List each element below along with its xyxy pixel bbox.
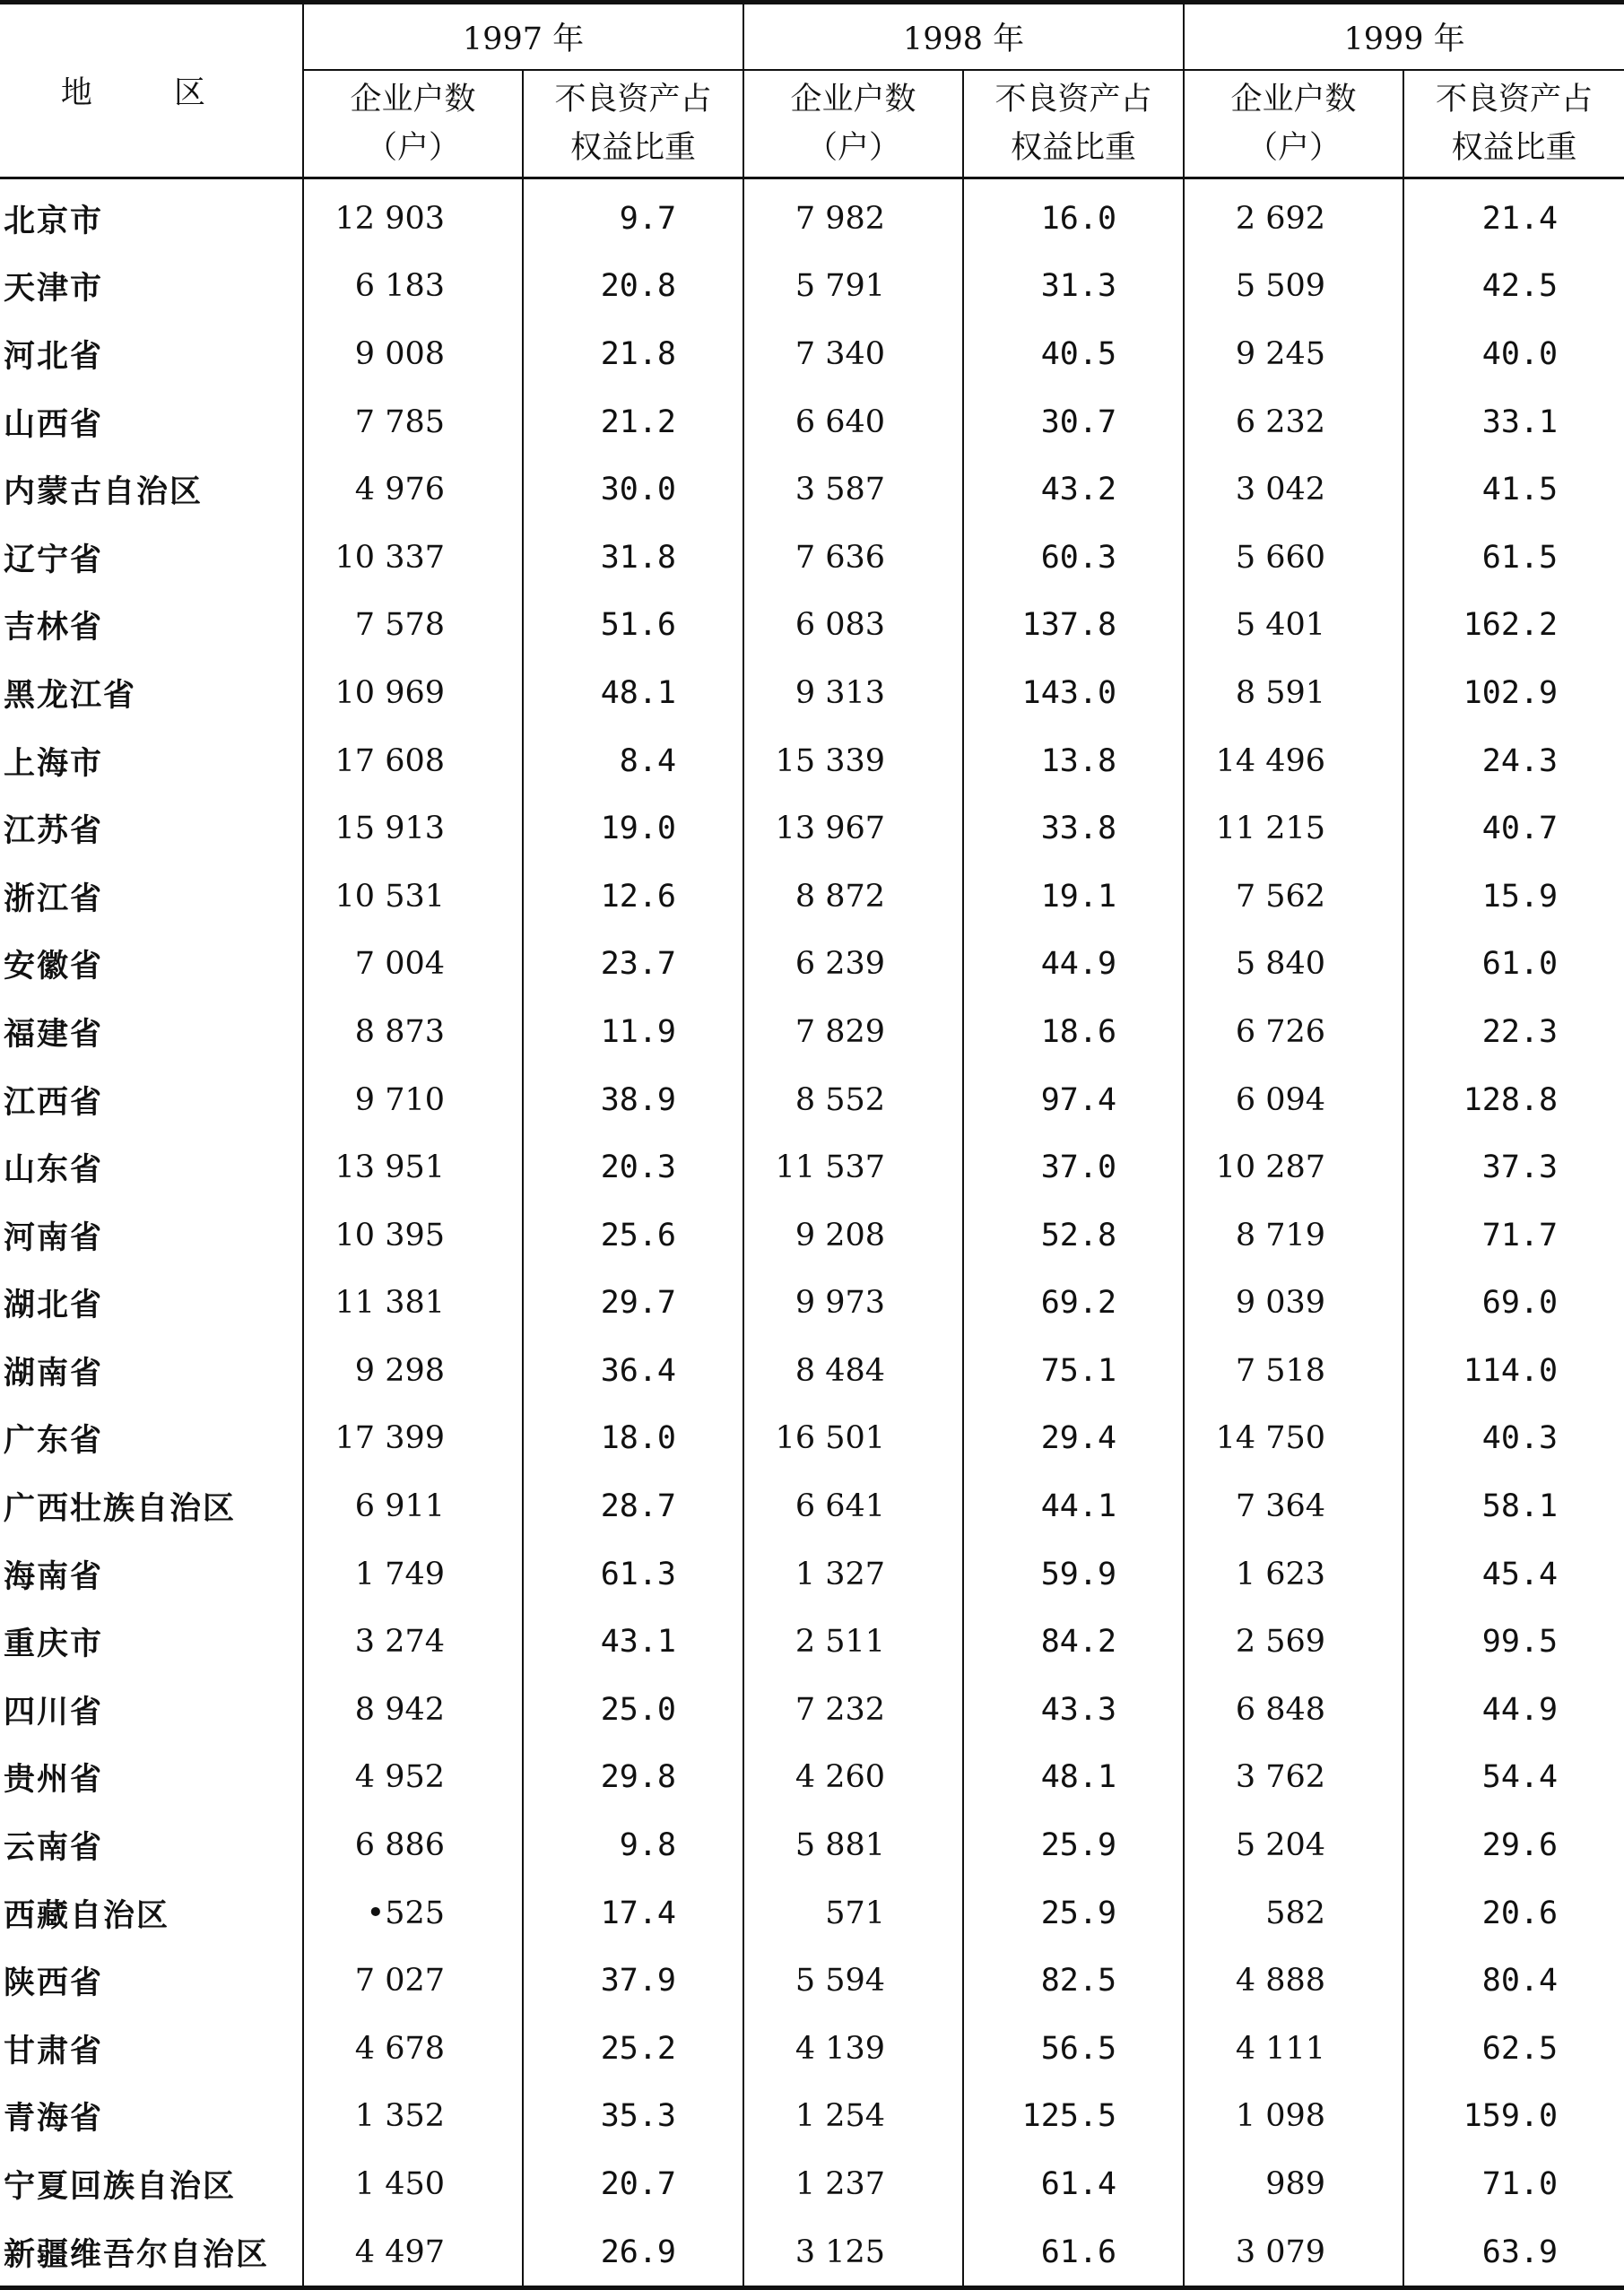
ratio-header-line1: 不良资产占 <box>994 82 1152 117</box>
bad-asset-ratio-1998-cell: 44.1 <box>963 1472 1184 1540</box>
count-column-header <box>303 70 523 178</box>
bad-asset-ratio-1998-cell: 97.4 <box>963 1066 1184 1134</box>
bad-asset-ratio-1997-cell: 9.7 <box>523 178 743 253</box>
enterprise-count-1998-cell: 7 232 <box>743 1676 963 1744</box>
enterprise-count-1997-cell: 17 608 <box>303 727 523 795</box>
region-name-cell: 宁夏回族自治区 <box>4 2169 237 2206</box>
bad-asset-ratio-1997-cell: 29.7 <box>523 1270 743 1338</box>
enterprise-count-1997-cell: 10 969 <box>303 659 523 727</box>
enterprise-count-1997-cell: 15 913 <box>303 794 523 863</box>
bad-asset-ratio-1998-cell: 25.9 <box>963 1811 1184 1879</box>
bad-asset-ratio-1999-cell: 62.5 <box>1403 2015 1624 2083</box>
region-name-cell: 浙江省 <box>4 880 104 917</box>
enterprise-count-1999-cell: 5 660 <box>1184 524 1403 592</box>
bad-asset-ratio-1997-cell: 48.1 <box>523 659 743 727</box>
bad-asset-ratio-1999-cell: 44.9 <box>1403 1676 1624 1744</box>
region-name-cell: 新疆维吾尔自治区 <box>0 2218 303 2288</box>
bad-asset-ratio-1999-cell: 80.4 <box>1403 1947 1624 2015</box>
enterprise-count-1998-cell: 5 791 <box>743 253 963 321</box>
enterprise-count-1998-cell: 16 501 <box>743 1405 963 1473</box>
enterprise-count-1998-cell: 15 339 <box>743 727 963 795</box>
enterprise-count-1998-cell: 5 881 <box>743 1811 963 1879</box>
table-row <box>0 2218 1624 2288</box>
bad-asset-ratio-1999-cell: 63.9 <box>1403 2218 1624 2288</box>
ratio-header-line2: 权益比重 <box>570 130 697 166</box>
region-name-cell: 江苏省 <box>4 813 104 850</box>
bad-asset-ratio-1997-cell: 38.9 <box>523 1066 743 1134</box>
bad-asset-ratio-1999-cell: 61.5 <box>1403 524 1624 592</box>
bad-asset-ratio-1998-cell: 61.6 <box>963 2218 1184 2288</box>
enterprise-count-1999-cell: 1 098 <box>1184 2083 1403 2151</box>
bad-asset-ratio-1998-cell: 44.9 <box>963 931 1184 999</box>
enterprise-count-1999-cell: 2 692 <box>1184 178 1403 253</box>
enterprise-count-1998-cell: 3 125 <box>743 2218 963 2288</box>
enterprise-count-1999-cell: 989 <box>1184 2150 1403 2218</box>
enterprise-count-1998-cell: 6 640 <box>743 388 963 456</box>
region-name-cell: 上海市 <box>4 745 104 782</box>
count-header-line1: 企业户数 <box>790 82 916 117</box>
header-row-years <box>0 3 1624 71</box>
bad-asset-ratio-1998-cell: 75.1 <box>963 1337 1184 1405</box>
table-row <box>0 1405 1624 1473</box>
enterprise-count-1997-cell: 4 952 <box>303 1744 523 1812</box>
enterprise-count-1997-cell: 7 785 <box>303 388 523 456</box>
table-row <box>0 1337 1624 1405</box>
bad-asset-ratio-1997-cell: 21.2 <box>523 388 743 456</box>
enterprise-count-1999-cell: 9 245 <box>1184 320 1403 388</box>
bad-asset-ratio-1997-cell: 36.4 <box>523 1337 743 1405</box>
enterprise-count-1999-cell: 3 042 <box>1184 455 1403 524</box>
enterprise-count-1997-cell: 10 531 <box>303 863 523 931</box>
bad-asset-ratio-1997-cell: 20.3 <box>523 1133 743 1201</box>
enterprise-count-1999-cell: 5 840 <box>1184 931 1403 999</box>
enterprise-count-1997-cell: 3 274 <box>303 1608 523 1676</box>
enterprise-count-1999-cell: 14 496 <box>1184 727 1403 795</box>
table-row <box>0 1879 1624 1947</box>
bad-asset-ratio-1997-cell: 51.6 <box>523 592 743 660</box>
bad-asset-ratio-1998-cell: 69.2 <box>963 1270 1184 1338</box>
bad-asset-ratio-1997-cell: 25.0 <box>523 1676 743 1744</box>
bad-asset-ratio-1998-cell: 59.9 <box>963 1540 1184 1609</box>
enterprise-count-1998-cell: 1 237 <box>743 2150 963 2218</box>
bad-asset-ratio-1998-cell: 33.8 <box>963 794 1184 863</box>
bad-asset-ratio-1997-cell: 25.6 <box>523 1201 743 1270</box>
bad-asset-ratio-1999-cell: 24.3 <box>1403 727 1624 795</box>
enterprise-count-1999-cell: 6 726 <box>1184 998 1403 1066</box>
enterprise-count-1998-cell: 13 967 <box>743 794 963 863</box>
bad-asset-ratio-1997-cell: 12.6 <box>523 863 743 931</box>
bad-asset-ratio-1999-cell: 69.0 <box>1403 1270 1624 1338</box>
region-name-cell: 河南省 <box>4 1219 104 1256</box>
bad-asset-ratio-1998-cell: 18.6 <box>963 998 1184 1066</box>
table-body <box>0 178 1624 2288</box>
enterprise-count-1998-cell: 7 829 <box>743 998 963 1066</box>
bad-asset-ratio-1998-cell: 48.1 <box>963 1744 1184 1812</box>
bad-asset-ratio-1998-cell: 43.2 <box>963 455 1184 524</box>
region-name-cell: 湖北省 <box>4 1288 104 1324</box>
enterprise-count-1999-cell: 3 762 <box>1184 1744 1403 1812</box>
enterprise-count-1997-cell: 4 678 <box>303 2015 523 2083</box>
enterprise-count-1999-cell: 4 888 <box>1184 1947 1403 2015</box>
bad-asset-ratio-1997-cell: 18.0 <box>523 1405 743 1473</box>
region-name-cell: 西藏自治区 <box>4 1897 170 1934</box>
bad-asset-ratio-1997-cell: 20.8 <box>523 253 743 321</box>
enterprise-count-1997-cell: •525 <box>303 1879 523 1947</box>
ratio-column-header <box>1403 70 1624 178</box>
enterprise-count-1997-cell: 7 578 <box>303 592 523 660</box>
enterprise-count-1999-cell: 3 079 <box>1184 2218 1403 2288</box>
region-name-cell: 四川省 <box>4 1694 104 1731</box>
bad-asset-ratio-1997-cell: 29.8 <box>523 1744 743 1812</box>
region-name-cell: 广西壮族自治区 <box>4 1491 237 1528</box>
enterprise-count-1997-cell: 6 911 <box>303 1472 523 1540</box>
table-row <box>0 1066 1624 1134</box>
enterprise-count-1999-cell: 9 039 <box>1184 1270 1403 1338</box>
table-row <box>0 1540 1624 1609</box>
enterprise-count-1999-cell: 5 509 <box>1184 253 1403 321</box>
enterprise-count-1998-cell: 11 537 <box>743 1133 963 1201</box>
bad-asset-ratio-1999-cell: 71.7 <box>1403 1201 1624 1270</box>
region-name-cell: 海南省 <box>4 1558 104 1595</box>
bad-asset-ratio-1998-cell: 43.3 <box>963 1676 1184 1744</box>
region-name-cell: 吉林省 <box>4 610 104 646</box>
bad-asset-ratio-1997-cell: 25.2 <box>523 2015 743 2083</box>
bad-asset-ratio-1997-cell: 28.7 <box>523 1472 743 1540</box>
enterprise-count-1998-cell: 4 260 <box>743 1744 963 1812</box>
year-header-1999: 1999 年 <box>1184 3 1624 71</box>
table-row <box>0 1676 1624 1744</box>
enterprise-count-1997-cell: 6 886 <box>303 1811 523 1879</box>
bad-asset-ratio-1997-cell: 23.7 <box>523 931 743 999</box>
enterprise-count-1997-cell: 1 749 <box>303 1540 523 1609</box>
enterprise-count-1998-cell: 1 327 <box>743 1540 963 1609</box>
enterprise-count-1998-cell: 1 254 <box>743 2083 963 2151</box>
table-row <box>0 2015 1624 2083</box>
ratio-header-line1: 不良资产占 <box>1436 82 1594 117</box>
enterprise-count-1999-cell: 8 719 <box>1184 1201 1403 1270</box>
bad-asset-ratio-1999-cell: 15.9 <box>1403 863 1624 931</box>
enterprise-count-1999-cell: 14 750 <box>1184 1405 1403 1473</box>
enterprise-count-1999-cell: 6 848 <box>1184 1676 1403 1744</box>
region-name-cell: 广东省 <box>4 1423 104 1460</box>
region-name-cell: 内蒙古自治区 <box>4 474 204 511</box>
enterprise-count-1997-cell: 10 337 <box>303 524 523 592</box>
bad-asset-ratio-1999-cell: 61.0 <box>1403 931 1624 999</box>
bad-asset-ratio-1999-cell: 162.2 <box>1403 592 1624 660</box>
bad-asset-ratio-1999-cell: 114.0 <box>1403 1337 1624 1405</box>
bad-asset-ratio-1999-cell: 41.5 <box>1403 455 1624 524</box>
enterprise-count-1997-cell: 4 976 <box>303 455 523 524</box>
region-name-cell: 湖南省 <box>4 1355 104 1392</box>
bad-asset-ratio-1999-cell: 102.9 <box>1403 659 1624 727</box>
region-name-cell: 福建省 <box>4 1016 104 1053</box>
bad-asset-ratio-1998-cell: 19.1 <box>963 863 1184 931</box>
enterprise-count-1998-cell: 7 982 <box>743 178 963 253</box>
table-row <box>0 592 1624 660</box>
enterprise-count-1999-cell: 11 215 <box>1184 794 1403 863</box>
table-row <box>0 1947 1624 2015</box>
bad-asset-ratio-1999-cell: 54.4 <box>1403 1744 1624 1812</box>
count-header-line1: 企业户数 <box>1230 82 1357 117</box>
enterprise-count-1998-cell: 9 973 <box>743 1270 963 1338</box>
bad-asset-ratio-1999-cell: 99.5 <box>1403 1608 1624 1676</box>
bad-asset-ratio-1997-cell: 43.1 <box>523 1608 743 1676</box>
enterprise-count-1997-cell: 7 004 <box>303 931 523 999</box>
enterprise-count-1999-cell: 6 232 <box>1184 388 1403 456</box>
count-column-header <box>743 70 963 178</box>
bad-asset-ratio-1999-cell: 159.0 <box>1403 2083 1624 2151</box>
region-name-cell: 重庆市 <box>4 1626 104 1663</box>
bad-asset-ratio-1998-cell: 29.4 <box>963 1405 1184 1473</box>
count-header-line1: 企业户数 <box>350 82 476 117</box>
table-header <box>0 3 1624 178</box>
region-name-cell: 河北省 <box>4 338 104 375</box>
table-row <box>0 2150 1624 2218</box>
enterprise-count-1997-cell: 7 027 <box>303 1947 523 2015</box>
table-row <box>0 524 1624 592</box>
enterprise-count-1997-cell: 11 381 <box>303 1270 523 1338</box>
table-row <box>0 1270 1624 1338</box>
bad-asset-ratio-1998-cell: 25.9 <box>963 1879 1184 1947</box>
bad-asset-ratio-1999-cell: 33.1 <box>1403 388 1624 456</box>
table-row <box>0 1744 1624 1812</box>
year-header-1998: 1998 年 <box>743 3 1184 71</box>
enterprise-count-1999-cell: 7 364 <box>1184 1472 1403 1540</box>
bad-asset-ratio-1999-cell: 45.4 <box>1403 1540 1624 1609</box>
enterprise-count-1999-cell: 2 569 <box>1184 1608 1403 1676</box>
enterprise-count-1997-cell: 13 951 <box>303 1133 523 1201</box>
count-header-line2: （户） <box>1246 130 1342 166</box>
enterprise-count-1999-cell: 6 094 <box>1184 1066 1403 1134</box>
enterprise-count-1998-cell: 7 340 <box>743 320 963 388</box>
region-name-cell: 山西省 <box>4 406 104 443</box>
bad-asset-ratio-1999-cell: 40.7 <box>1403 794 1624 863</box>
region-name-cell: 青海省 <box>4 2101 104 2138</box>
bad-asset-ratio-1997-cell: 37.9 <box>523 1947 743 2015</box>
enterprise-count-1998-cell: 5 594 <box>743 1947 963 2015</box>
table-row <box>0 1608 1624 1676</box>
region-name-cell: 安徽省 <box>4 949 104 985</box>
bad-asset-ratio-1997-cell: 17.4 <box>523 1879 743 1947</box>
bad-asset-ratio-1998-cell: 37.0 <box>963 1133 1184 1201</box>
bad-asset-ratio-1999-cell: 40.0 <box>1403 320 1624 388</box>
count-header-line2: （户） <box>365 130 460 166</box>
table-row <box>0 727 1624 795</box>
bad-asset-ratio-1997-cell: 26.9 <box>523 2218 743 2288</box>
enterprise-count-1999-cell: 7 562 <box>1184 863 1403 931</box>
bad-asset-ratio-1998-cell: 143.0 <box>963 659 1184 727</box>
enterprise-count-1997-cell: 1 352 <box>303 2083 523 2151</box>
region-name-cell: 北京市 <box>4 203 104 239</box>
bad-asset-ratio-1999-cell: 29.6 <box>1403 1811 1624 1879</box>
bad-asset-ratio-1997-cell: 21.8 <box>523 320 743 388</box>
bad-asset-ratio-1999-cell: 128.8 <box>1403 1066 1624 1134</box>
bad-asset-ratio-1997-cell: 19.0 <box>523 794 743 863</box>
bad-asset-ratio-1998-cell: 125.5 <box>963 2083 1184 2151</box>
enterprise-count-1999-cell: 582 <box>1184 1879 1403 1947</box>
ratio-column-header <box>523 70 743 178</box>
bad-asset-ratio-1998-cell: 56.5 <box>963 2015 1184 2083</box>
table-row <box>0 455 1624 524</box>
bad-asset-ratio-1997-cell: 20.7 <box>523 2150 743 2218</box>
enterprise-count-1999-cell: 7 518 <box>1184 1337 1403 1405</box>
enterprise-count-1997-cell: 8 942 <box>303 1676 523 1744</box>
table-row <box>0 1201 1624 1270</box>
enterprise-count-1997-cell: 8 873 <box>303 998 523 1066</box>
enterprise-count-1998-cell: 7 636 <box>743 524 963 592</box>
table-row <box>0 2083 1624 2151</box>
bad-asset-ratio-1997-cell: 61.3 <box>523 1540 743 1609</box>
enterprise-count-1999-cell: 1 623 <box>1184 1540 1403 1609</box>
bad-asset-ratio-1998-cell: 40.5 <box>963 320 1184 388</box>
bad-asset-ratio-1998-cell: 60.3 <box>963 524 1184 592</box>
enterprise-count-1999-cell: 8 591 <box>1184 659 1403 727</box>
table-row <box>0 253 1624 321</box>
bad-asset-ratio-1999-cell: 22.3 <box>1403 998 1624 1066</box>
region-name-cell: 天津市 <box>4 271 104 308</box>
ratio-header-line1: 不良资产占 <box>554 82 712 117</box>
enterprise-count-1998-cell: 571 <box>743 1879 963 1947</box>
region-name-cell: 江西省 <box>4 1084 104 1121</box>
table-row <box>0 931 1624 999</box>
ratio-header-line2: 权益比重 <box>1451 130 1577 166</box>
year-header-1997: 1997 年 <box>303 3 743 71</box>
table-row <box>0 1811 1624 1879</box>
bad-asset-ratio-1998-cell: 31.3 <box>963 253 1184 321</box>
bad-asset-ratio-1997-cell: 35.3 <box>523 2083 743 2151</box>
table-row <box>0 320 1624 388</box>
region-name-cell: 山东省 <box>4 1152 104 1189</box>
enterprise-count-1998-cell: 8 484 <box>743 1337 963 1405</box>
bad-asset-ratio-1999-cell: 37.3 <box>1403 1133 1624 1201</box>
enterprise-count-1998-cell: 6 083 <box>743 592 963 660</box>
table-row <box>0 863 1624 931</box>
table-row <box>0 659 1624 727</box>
count-column-header <box>1184 70 1403 178</box>
bad-asset-ratio-1999-cell: 40.3 <box>1403 1405 1624 1473</box>
enterprise-count-1998-cell: 3 587 <box>743 455 963 524</box>
enterprise-count-1999-cell: 4 111 <box>1184 2015 1403 2083</box>
table-row <box>0 388 1624 456</box>
enterprise-count-1997-cell: 4 497 <box>303 2218 523 2288</box>
enterprise-count-1998-cell: 9 208 <box>743 1201 963 1270</box>
region-name-cell: 云南省 <box>4 1830 104 1867</box>
table-row <box>0 998 1624 1066</box>
enterprise-count-1997-cell: 9 710 <box>303 1066 523 1134</box>
enterprise-count-1997-cell: 12 903 <box>303 178 523 253</box>
enterprise-count-1999-cell: 5 401 <box>1184 592 1403 660</box>
table-row <box>0 1472 1624 1540</box>
region-column-header: 地 区 <box>0 3 303 178</box>
enterprise-count-1997-cell: 1 450 <box>303 2150 523 2218</box>
enterprise-count-1999-cell: 10 287 <box>1184 1133 1403 1201</box>
bad-asset-ratio-1997-cell: 31.8 <box>523 524 743 592</box>
region-name-cell: 甘肃省 <box>4 2033 104 2069</box>
enterprise-count-1997-cell: 9 298 <box>303 1337 523 1405</box>
table-row <box>0 178 1624 253</box>
bad-asset-ratio-1999-cell: 20.6 <box>1403 1879 1624 1947</box>
region-name-cell: 黑龙江省 <box>4 677 137 714</box>
bad-asset-ratio-1999-cell: 71.0 <box>1403 2150 1624 2218</box>
region-name-cell: 辽宁省 <box>4 542 104 578</box>
enterprise-count-1997-cell: 6 183 <box>303 253 523 321</box>
table-row <box>0 794 1624 863</box>
enterprise-count-1998-cell: 6 641 <box>743 1472 963 1540</box>
enterprise-count-1997-cell: 10 395 <box>303 1201 523 1270</box>
bad-asset-ratio-1998-cell: 52.8 <box>963 1201 1184 1270</box>
enterprise-count-1999-cell: 5 204 <box>1184 1811 1403 1879</box>
bad-asset-ratio-1999-cell: 58.1 <box>1403 1472 1624 1540</box>
region-name-cell: 陕西省 <box>4 1965 104 2002</box>
bad-asset-ratio-1998-cell: 82.5 <box>963 1947 1184 2015</box>
region-name-cell: 贵州省 <box>4 1762 104 1799</box>
bad-asset-ratio-1997-cell: 9.8 <box>523 1811 743 1879</box>
bad-asset-ratio-1998-cell: 137.8 <box>963 592 1184 660</box>
bad-asset-ratio-1997-cell: 30.0 <box>523 455 743 524</box>
bad-asset-ratio-1999-cell: 21.4 <box>1403 178 1624 253</box>
enterprise-count-1998-cell: 9 313 <box>743 659 963 727</box>
enterprise-count-1998-cell: 8 872 <box>743 863 963 931</box>
bad-asset-ratio-1998-cell: 13.8 <box>963 727 1184 795</box>
bad-asset-ratio-1999-cell: 42.5 <box>1403 253 1624 321</box>
ratio-column-header <box>963 70 1184 178</box>
bad-asset-ratio-1997-cell: 8.4 <box>523 727 743 795</box>
bad-asset-ratio-1998-cell: 84.2 <box>963 1608 1184 1676</box>
enterprise-count-1998-cell: 6 239 <box>743 931 963 999</box>
bad-asset-ratio-1997-cell: 11.9 <box>523 998 743 1066</box>
ratio-header-line2: 权益比重 <box>1011 130 1137 166</box>
enterprise-count-1998-cell: 4 139 <box>743 2015 963 2083</box>
bad-asset-ratio-1998-cell: 30.7 <box>963 388 1184 456</box>
bad-asset-ratio-1998-cell: 16.0 <box>963 178 1184 253</box>
count-header-line2: （户） <box>806 130 901 166</box>
table-row <box>0 1133 1624 1201</box>
enterprise-count-1997-cell: 17 399 <box>303 1405 523 1473</box>
enterprise-count-1997-cell: 9 008 <box>303 320 523 388</box>
bad-asset-ratio-1998-cell: 61.4 <box>963 2150 1184 2218</box>
enterprise-count-1998-cell: 2 511 <box>743 1608 963 1676</box>
enterprise-count-1998-cell: 8 552 <box>743 1066 963 1134</box>
